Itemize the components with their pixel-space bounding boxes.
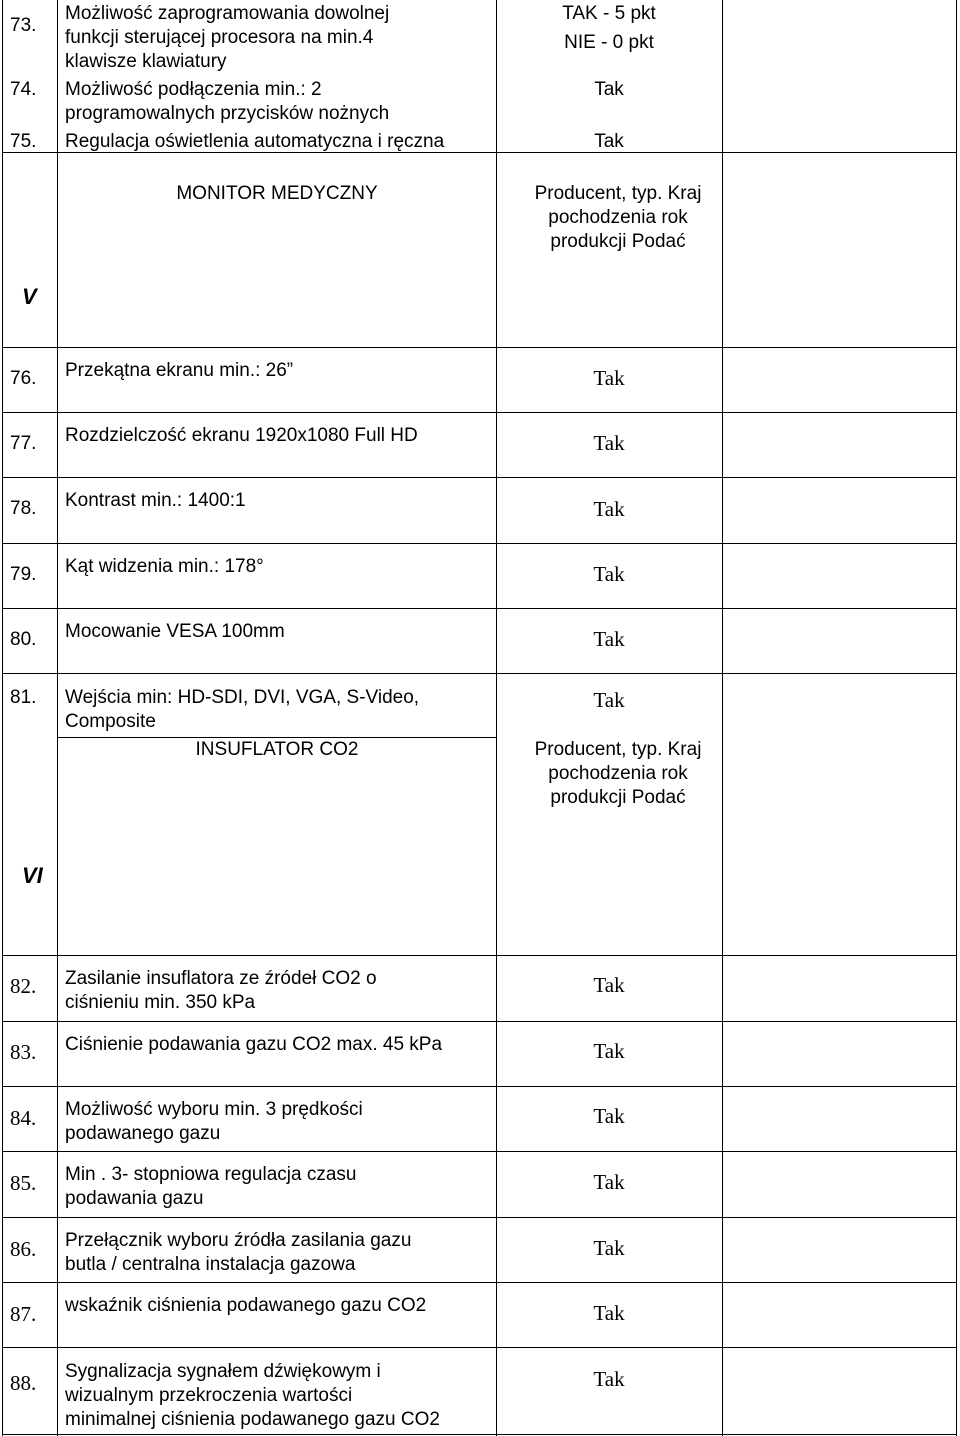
desc-line: Możliwość wyboru min. 3 prędkości [65, 1099, 363, 1120]
row-description [65, 1360, 495, 1432]
row-description: Rozdzielczość ekranu 1920x1080 Full HD [65, 425, 418, 446]
row-answer: Tak [593, 688, 625, 712]
row-line [2, 412, 957, 413]
row-line [2, 1282, 957, 1283]
row-number: 75. [10, 131, 37, 152]
row-line [2, 543, 957, 544]
row-line [2, 1021, 957, 1022]
row-answer: Tak [593, 1039, 625, 1063]
row-number: 76. [10, 368, 37, 389]
desc-line: Wejścia min: HD-SDI, DVI, VGA, S-Video, [65, 687, 420, 708]
desc-line: Przełącznik wyboru źródła zasilania gazu [65, 1230, 412, 1251]
row-description: Kontrast min.: 1400:1 [65, 490, 246, 511]
row-number: 83. [10, 1040, 37, 1064]
col-divider-num [57, 0, 58, 1436]
row-description: Ciśnienie podawania gazu CO2 max. 45 kPa [65, 1034, 443, 1055]
row-description [65, 1098, 495, 1146]
desc-line: butla / centralna instalacja gazowa [65, 1254, 356, 1275]
desc-line: Composite [65, 711, 156, 732]
desc-line: Min . 3- stopniowa regulacja czasu [65, 1164, 357, 1185]
desc-line: wizualnym przekroczenia wartości [65, 1385, 353, 1406]
row-description [65, 78, 495, 126]
row-number: 79. [10, 564, 37, 585]
desc-line: programowalnych przycisków nożnych [65, 103, 390, 124]
row-line [2, 1086, 957, 1087]
col-divider-answer [722, 0, 723, 1436]
desc-line: Zasilanie insuflatora ze źródeł CO2 o [65, 968, 377, 989]
row-answer: Tak [594, 131, 624, 152]
row-description: Regulacja oświetlenia automatyczna i ręczna [65, 131, 445, 152]
spec-line: pochodzenia rok [548, 207, 688, 228]
row-number: 80. [10, 629, 37, 650]
row-line [2, 1217, 957, 1218]
row-number: 86. [10, 1237, 37, 1261]
spec-line: produkcji Podać [550, 231, 686, 252]
row-line [2, 1434, 957, 1435]
answer-line: NIE - 0 pkt [564, 32, 654, 53]
row-description [65, 1163, 495, 1211]
row-answer: Tak [593, 627, 625, 651]
section-title: MONITOR MEDYCZNY [176, 183, 378, 204]
desc-line: podawania gazu [65, 1188, 204, 1209]
col-divider-desc [496, 0, 497, 1436]
row-answer: Tak [593, 1104, 625, 1128]
row-line [2, 1347, 957, 1348]
row-answer: Tak [594, 79, 624, 100]
row-number: 85. [10, 1171, 37, 1195]
spec-line: Producent, typ. Kraj [534, 183, 702, 204]
row-description [65, 967, 495, 1015]
row-number: 82. [10, 974, 37, 998]
row-answer: Tak [593, 366, 625, 390]
row-answer: Tak [593, 1170, 625, 1194]
row-line [2, 477, 957, 478]
row-number: 73. [10, 15, 37, 36]
desc-line: Sygnalizacja sygnałem dźwiękowym i [65, 1361, 381, 1382]
desc-line: Możliwość zaprogramowania dowolnej [65, 3, 390, 24]
spec-line: pochodzenia rok [548, 763, 688, 784]
desc-line: ciśnieniu min. 350 kPa [65, 992, 256, 1013]
section-title: INSUFLATOR CO2 [195, 739, 359, 760]
desc-line: klawisze klawiatury [65, 51, 227, 72]
desc-line: funkcji sterującej procesora na min.4 [65, 27, 374, 48]
row-description [65, 686, 495, 734]
row-line [2, 673, 957, 674]
row-answer: Tak [593, 1367, 625, 1391]
row-description [65, 1229, 495, 1277]
row-line [2, 608, 957, 609]
row-number: 74. [10, 79, 37, 100]
spec-line: produkcji Podać [550, 787, 686, 808]
row-description: Przekątna ekranu min.: 26” [65, 360, 294, 381]
row-number: 78. [10, 498, 37, 519]
row-answer: Tak [593, 431, 625, 455]
row-description: Mocowanie VESA 100mm [65, 621, 285, 642]
row-number: 87. [10, 1302, 37, 1326]
row-description [65, 2, 495, 74]
row-answer: Tak [593, 1301, 625, 1325]
row-description: wskaźnik ciśnienia podawanego gazu CO2 [65, 1295, 427, 1316]
desc-line: Możliwość podłączenia min.: 2 [65, 79, 322, 100]
table-border-left [2, 0, 3, 1436]
row-answer: Tak [593, 1236, 625, 1260]
row-answer: Tak [593, 973, 625, 997]
desc-line: minimalnej ciśnienia podawanego gazu CO2 [65, 1409, 440, 1430]
section-spec-note [518, 182, 718, 254]
desc-line: podawanego gazu [65, 1123, 221, 1144]
row-line [2, 955, 957, 956]
section-roman-number: VI [22, 863, 43, 888]
row-number: 77. [10, 433, 37, 454]
row-line [2, 1151, 957, 1152]
row-number: 81. [10, 687, 37, 708]
answer-line: TAK - 5 pkt [562, 3, 656, 24]
row-line [2, 347, 957, 348]
row-description: Kąt widzenia min.: 178° [65, 556, 264, 577]
section-roman-number: V [22, 284, 37, 309]
section-spec-note [518, 738, 718, 810]
row-answer: Tak [593, 562, 625, 586]
row-answer: Tak [593, 497, 625, 521]
table-border-right [956, 0, 957, 1436]
spec-line: Producent, typ. Kraj [534, 739, 702, 760]
row-number: 88. [10, 1371, 37, 1395]
row-number: 84. [10, 1106, 37, 1130]
row-answer [496, 2, 722, 55]
